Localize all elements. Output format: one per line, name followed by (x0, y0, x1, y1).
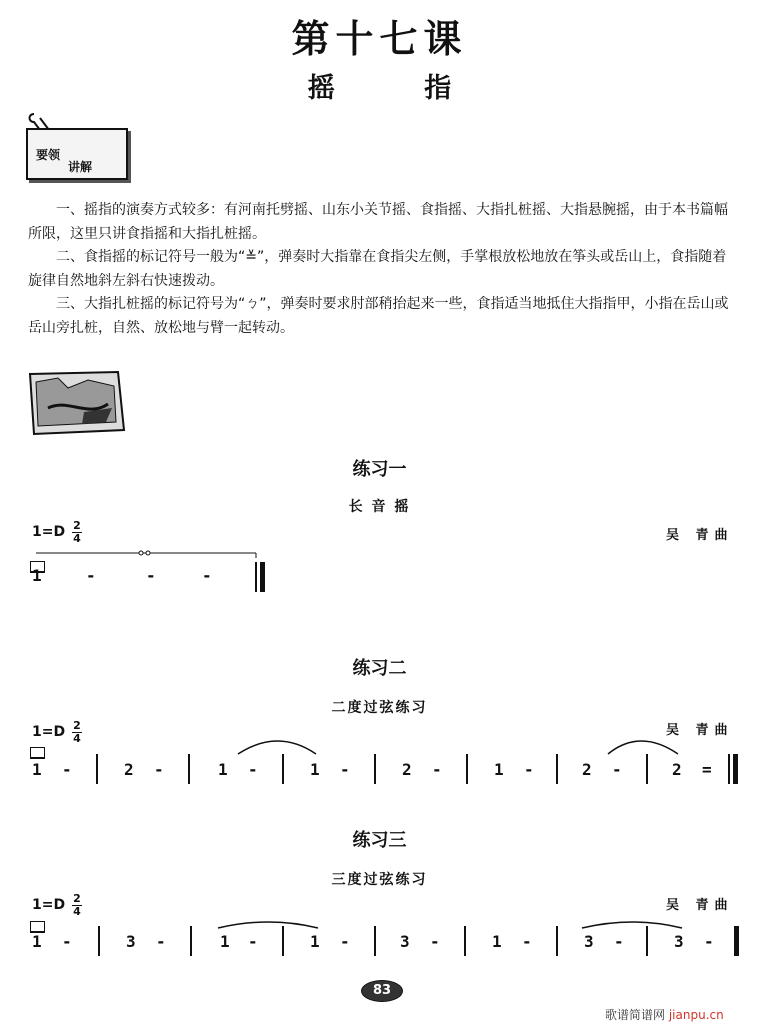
key-points-label-2: 讲解 (68, 160, 93, 174)
barline (282, 926, 284, 956)
note: - (154, 760, 164, 779)
barline (282, 754, 284, 784)
exercise-1-subtitle: 长 音 摇 (348, 499, 411, 515)
note: - (340, 760, 350, 779)
note: 1 (32, 932, 42, 951)
lesson-subtitle: 摇 指 (307, 73, 492, 104)
barline (466, 754, 468, 784)
note: 2 (582, 760, 592, 779)
note: 2 (402, 760, 412, 779)
note: 1 (32, 566, 42, 585)
slur (578, 916, 688, 930)
final-barline (260, 562, 265, 592)
note: 1 (218, 760, 228, 779)
slur (600, 734, 700, 758)
note: - (248, 760, 258, 779)
barline (556, 754, 558, 784)
tie-line (36, 548, 266, 558)
barline (96, 754, 98, 784)
exercise-1-time-signature (72, 521, 82, 544)
exercise-3-time-signature (72, 894, 82, 917)
note: - (146, 566, 156, 585)
barline (188, 754, 190, 784)
note: 3 (400, 932, 410, 951)
watermark-cn: 歌谱简谱网 (605, 1008, 666, 1022)
note: - (524, 760, 534, 779)
note: - (62, 760, 72, 779)
beat-top: 2 (73, 892, 81, 905)
slur (230, 734, 330, 758)
note: 1 (494, 760, 504, 779)
paragraph-3: 三、大指扎桩摇的标记符号为“ㄅ”，弹奏时要求肘部稍抬起来一些，食指适当地抵住大指指甲，小指在岳山或岳山旁扎桩，自然、放松地与臂一起转动。 (28, 296, 729, 336)
exercise-3-subtitle: 三度过弦练习 (331, 872, 428, 888)
beat-bottom: 4 (73, 905, 81, 918)
note: - (522, 932, 532, 951)
note: - (62, 932, 72, 951)
paragraph-1: 一、摇指的演奏方式较多：有河南托劈摇、山东小关节摇、食指摇、大指扎桩摇、大指悬腕摇，由于本书篇幅所限，这里只讲食指摇和大指扎桩摇。 (28, 202, 728, 242)
note: 2 (672, 760, 682, 779)
barline (556, 926, 558, 956)
note: - (202, 566, 212, 585)
note: 2 (124, 760, 134, 779)
key-points-label-1: 要领 (36, 148, 61, 162)
barline (374, 926, 376, 956)
final-barline (733, 754, 738, 784)
note: 1 (310, 932, 320, 951)
exercise-2-key: 1=D (32, 724, 66, 740)
barline (255, 562, 257, 592)
note: 3 (126, 932, 136, 951)
lesson-title: 第十七课 (291, 16, 468, 61)
exercise-1-composer: 吴 青曲 (666, 528, 734, 543)
note: 1 (220, 932, 230, 951)
note: 1 (492, 932, 502, 951)
note: - (340, 932, 350, 951)
note: - (430, 932, 440, 951)
barline (728, 754, 730, 784)
beat-bottom: 4 (73, 732, 81, 745)
note: - (704, 932, 714, 951)
exercise-2-subtitle: 二度过弦练习 (331, 700, 428, 716)
barline (98, 926, 100, 956)
note: 3 (674, 932, 684, 951)
watermark-url: jianpu.cn (668, 1008, 724, 1022)
tremolo-mark-icon (30, 747, 45, 759)
slur (214, 916, 324, 930)
practice-illustration-icon (28, 368, 128, 438)
final-barline (734, 926, 739, 956)
note: - (156, 932, 166, 951)
note: 1 (32, 760, 42, 779)
barline (464, 926, 466, 956)
note: 3 (584, 932, 594, 951)
exercise-3-title: 练习三 (352, 830, 407, 851)
exercise-2-composer: 吴 青曲 (666, 723, 734, 738)
note: - (86, 566, 96, 585)
note: = (702, 760, 712, 779)
note: - (432, 760, 442, 779)
note: - (614, 932, 624, 951)
note: - (248, 932, 258, 951)
note: 1 (310, 760, 320, 779)
exercise-3-composer: 吴 青曲 (666, 898, 734, 913)
beat-top: 2 (73, 719, 81, 732)
beat-bottom: 4 (73, 532, 81, 545)
beat-top: 2 (73, 519, 81, 532)
barline (190, 926, 192, 956)
exercise-3-key: 1=D (32, 897, 66, 913)
note: - (612, 760, 622, 779)
paragraph-2: 二、食指摇的标记符号一般为“≚”，弹奏时大指靠在食指尖左侧，手掌根放松地放在筝头或岳山上，食指随着旋律自然地斜左斜右快速拨动。 (28, 249, 727, 289)
barline (374, 754, 376, 784)
exercise-1-key: 1=D (32, 524, 66, 540)
page-number: 83 (361, 980, 403, 1002)
exercise-1-title: 练习一 (352, 459, 407, 480)
barline (646, 754, 648, 784)
barline (646, 926, 648, 956)
watermark (605, 1006, 724, 1023)
exercise-2-time-signature (72, 721, 82, 744)
exercise-2-title: 练习二 (352, 658, 407, 679)
